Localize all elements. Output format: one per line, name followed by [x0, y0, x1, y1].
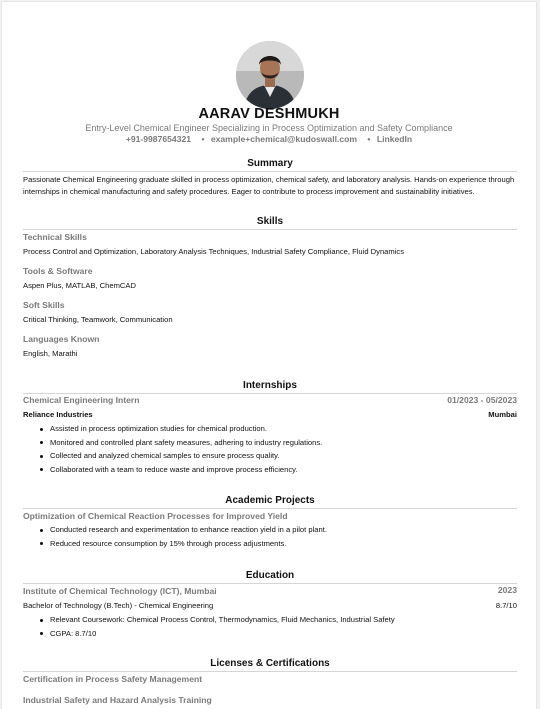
profile-photo [236, 41, 304, 109]
project-name: Optimization of Chemical Reaction Processes for Improved Yield [23, 511, 288, 521]
divider [23, 583, 517, 584]
skill-group-items: Aspen Plus, MATLAB, ChemCAD [23, 281, 136, 290]
divider [23, 393, 517, 394]
headline: Entry-Level Chemical Engineer Specializing in Process Optimization and Safety Compliance [85, 123, 453, 133]
education-score: 8.7/10 [495, 601, 517, 610]
internship-location: Mumbai [488, 410, 517, 419]
education-bullets [23, 613, 517, 640]
skill-group-heading: Soft Skills [23, 300, 65, 310]
section-title-skills: Skills [256, 216, 284, 227]
list-item: Conducted research and experimentation to enhance reaction yield in a pilot plant. [50, 523, 517, 537]
list-item: Assisted in process optimization studies for chemical production. [50, 422, 517, 436]
project-bullets [23, 523, 517, 550]
candidate-name: AARAV DESHMUKH [198, 106, 340, 122]
certification-item: Industrial Safety and Hazard Analysis Training [23, 695, 212, 705]
skill-group-heading: Technical Skills [23, 232, 87, 242]
divider [23, 508, 517, 509]
separator: • [201, 134, 205, 144]
section-title-summary: Summary [247, 158, 293, 169]
section-title-certifications: Licenses & Certifications [210, 658, 330, 669]
summary-text: Passionate Chemical Engineering graduate skilled in process optimization, chemical safety, and laboratory analysis. Hands-on experience through internships in chemical manufacturing and safety procedures. Eager to contribute to process improvement and sustainability initiatives. [23, 175, 515, 196]
section-title-projects: Academic Projects [225, 495, 315, 506]
education-year: 2023 [497, 585, 517, 595]
list-item: Collected and analyzed chemical samples to ensure process quality. [50, 449, 517, 463]
list-item: Collaborated with a team to reduce waste and improve process efficiency. [50, 463, 517, 477]
phone-number: +91-9987654321 [125, 134, 192, 144]
skill-group-items: Critical Thinking, Teamwork, Communication [23, 315, 173, 324]
list-item: Relevant Coursework: Chemical Process Control, Thermodynamics, Fluid Mechanics, Industrial Safety [50, 613, 517, 627]
internship-dates: 01/2023 - 05/2023 [447, 395, 517, 405]
skill-group-items: English, Marathi [23, 349, 78, 358]
certification-item: Certification in Process Safety Management [23, 674, 203, 684]
divider [23, 229, 517, 230]
separator: • [367, 134, 371, 144]
linkedin-link[interactable]: LinkedIn [376, 134, 413, 144]
list-item: Monitored and controlled plant safety measures, adhering to industry regulations. [50, 436, 517, 450]
internship-bullets [23, 422, 517, 476]
skill-group-heading: Languages Known [23, 334, 100, 344]
section-title-internships: Internships [243, 380, 297, 391]
internship-company: Reliance Industries [23, 410, 93, 419]
contact-line [2, 134, 536, 144]
list-item: Reduced resource consumption by 15% through process adjustments. [50, 537, 517, 551]
list-item: CGPA: 8.7/10 [50, 627, 517, 641]
resume-page [2, 2, 536, 709]
education-institute: Institute of Chemical Technology (ICT), Mumbai [23, 586, 217, 596]
skill-group-heading: Tools & Software [23, 266, 93, 276]
skill-group-items: Process Control and Optimization, Laboratory Analysis Techniques, Industrial Safety Compliance, Fluid Dynamics [23, 247, 404, 256]
internship-role: Chemical Engineering Intern [23, 395, 140, 405]
section-title-education: Education [245, 570, 295, 581]
divider [23, 171, 517, 172]
education-degree: Bachelor of Technology (B.Tech) - Chemical Engineering [23, 601, 214, 610]
email-link[interactable]: example+chemical@kudoswall.com [210, 134, 358, 144]
divider [23, 671, 517, 672]
